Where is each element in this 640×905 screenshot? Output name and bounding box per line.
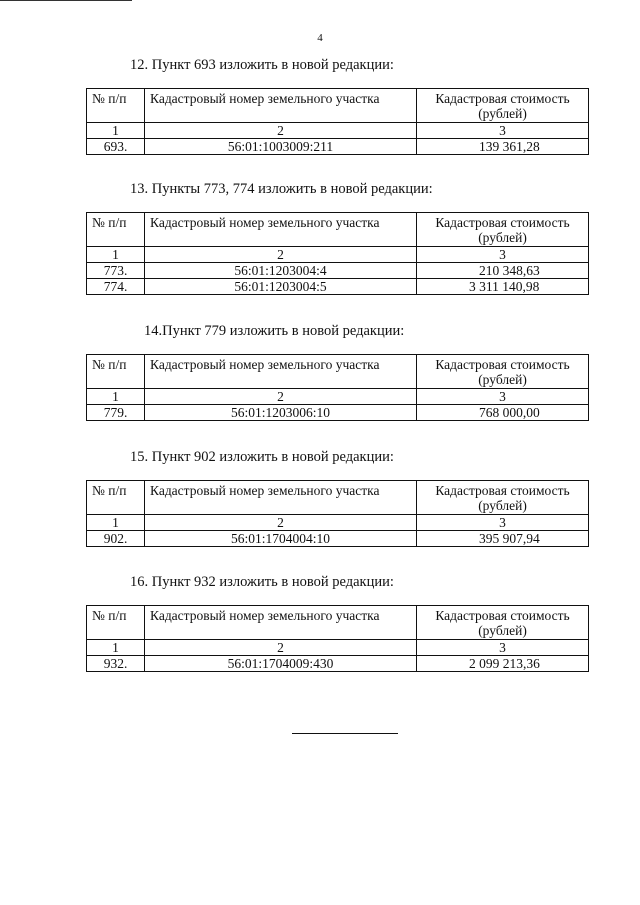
cadastral-table (86, 88, 589, 155)
row-num: 902. (87, 531, 145, 547)
header-cadastral-cost: Кадастровая стоимость (рублей) (417, 213, 589, 247)
cadastral-table (86, 480, 589, 547)
row-cost: 210 348,63 (417, 263, 589, 279)
header-cadastral-number: Кадастровый номер земельного участка (145, 481, 417, 515)
header-cadastral-number: Кадастровый номер земельного участка (145, 606, 417, 640)
table-header-row (87, 89, 589, 123)
section-15 (86, 448, 588, 547)
row-cost: 139 361,28 (417, 139, 589, 155)
section-heading: 16. Пункт 932 изложить в новой редакции: (130, 574, 394, 590)
row-num: 779. (87, 405, 145, 421)
table-row (87, 656, 589, 672)
column-index-row (87, 515, 589, 531)
column-index-row (87, 247, 589, 263)
column-index: 3 (417, 640, 589, 656)
column-index: 3 (417, 247, 589, 263)
section-heading: 14.Пункт 779 изложить в новой редакции: (144, 323, 405, 339)
header-num: № п/п (87, 89, 145, 123)
column-index: 2 (145, 389, 417, 405)
header-cadastral-number: Кадастровый номер земельного участка (145, 213, 417, 247)
column-index: 1 (87, 389, 145, 405)
row-cadastral-number: 56:01:1704009:430 (145, 656, 417, 672)
header-cadastral-cost: Кадастровая стоимость (рублей) (417, 606, 589, 640)
row-cost: 3 311 140,98 (417, 279, 589, 295)
header-num: № п/п (87, 481, 145, 515)
header-cadastral-cost: Кадастровая стоимость (рублей) (417, 481, 589, 515)
column-index-row (87, 389, 589, 405)
column-index: 1 (87, 123, 145, 139)
row-cadastral-number: 56:01:1704004:10 (145, 531, 417, 547)
row-num: 693. (87, 139, 145, 155)
table-row (87, 279, 589, 295)
column-index: 2 (145, 515, 417, 531)
section-14 (86, 322, 588, 421)
header-num: № п/п (87, 213, 145, 247)
column-index: 3 (417, 515, 589, 531)
column-index: 1 (87, 515, 145, 531)
column-index-row (87, 640, 589, 656)
row-cost: 2 099 213,36 (417, 656, 589, 672)
header-cadastral-cost: Кадастровая стоимость (рублей) (417, 355, 589, 389)
table-row (87, 263, 589, 279)
column-index: 2 (145, 640, 417, 656)
table-header-row (87, 213, 589, 247)
header-cadastral-number: Кадастровый номер земельного участка (145, 355, 417, 389)
column-index: 2 (145, 123, 417, 139)
header-cadastral-cost: Кадастровая стоимость (рублей) (417, 89, 589, 123)
row-num: 774. (87, 279, 145, 295)
section-heading: 13. Пункты 773, 774 изложить в новой редакции: (130, 181, 433, 197)
row-cadastral-number: 56:01:1003009:211 (145, 139, 417, 155)
row-num: 773. (87, 263, 145, 279)
section-12 (86, 56, 588, 155)
row-cadastral-number: 56:01:1203004:5 (145, 279, 417, 295)
row-cost: 395 907,94 (417, 531, 589, 547)
column-index: 3 (417, 389, 589, 405)
table-header-row (87, 355, 589, 389)
section-heading: 12. Пункт 693 изложить в новой редакции: (130, 57, 394, 73)
table-row (87, 531, 589, 547)
cadastral-table (86, 212, 589, 295)
row-cadastral-number: 56:01:1203004:4 (145, 263, 417, 279)
column-index: 1 (87, 640, 145, 656)
row-num: 932. (87, 656, 145, 672)
column-index: 3 (417, 123, 589, 139)
table-row (87, 405, 589, 421)
top-rule (0, 0, 132, 1)
section-heading: 15. Пункт 902 изложить в новой редакции: (130, 449, 394, 465)
column-index: 1 (87, 247, 145, 263)
header-cadastral-number: Кадастровый номер земельного участка (145, 89, 417, 123)
page-number: 4 (317, 32, 323, 44)
section-16 (86, 573, 588, 672)
table-row (87, 139, 589, 155)
end-rule (292, 733, 398, 734)
row-cost: 768 000,00 (417, 405, 589, 421)
column-index: 2 (145, 247, 417, 263)
table-header-row (87, 481, 589, 515)
cadastral-table (86, 354, 589, 421)
section-13 (86, 180, 588, 295)
row-cadastral-number: 56:01:1203006:10 (145, 405, 417, 421)
column-index-row (87, 123, 589, 139)
header-num: № п/п (87, 355, 145, 389)
table-header-row (87, 606, 589, 640)
cadastral-table (86, 605, 589, 672)
header-num: № п/п (87, 606, 145, 640)
